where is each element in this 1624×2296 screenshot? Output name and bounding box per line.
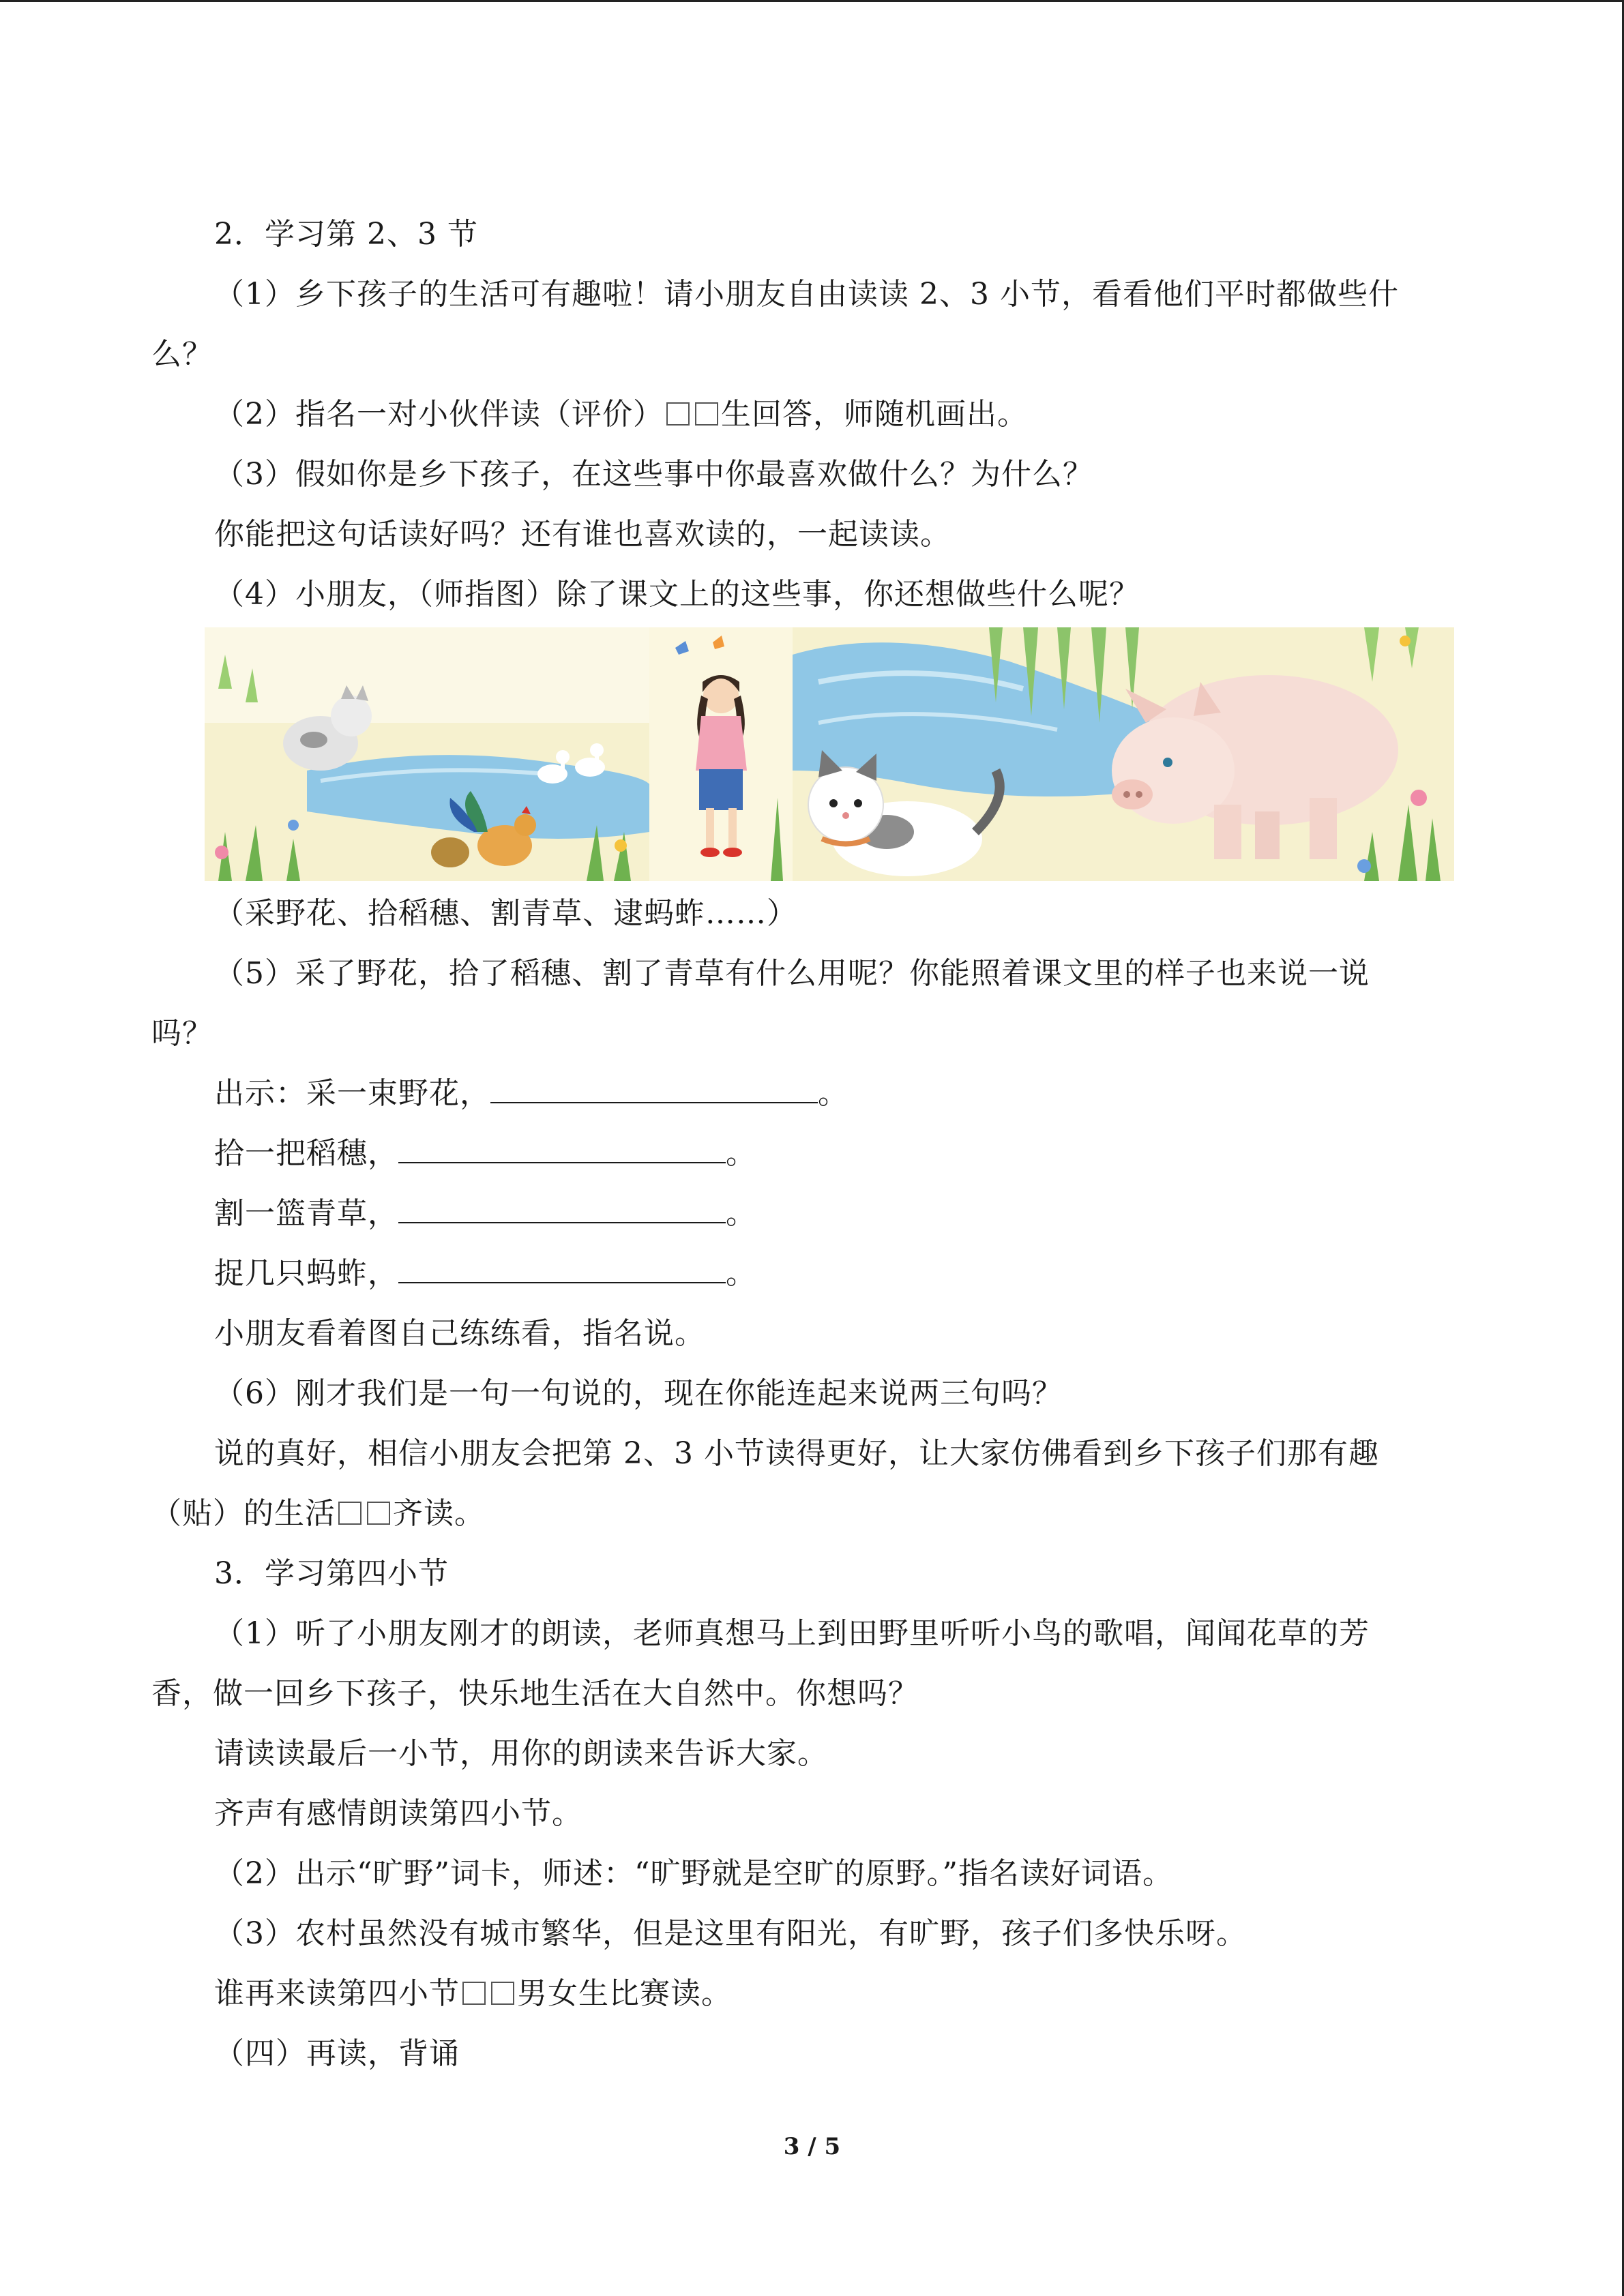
fill-in-blank-line (151, 1064, 1451, 1124)
blank-suffix: 。 (726, 1196, 756, 1231)
answer-blank[interactable] (398, 1195, 726, 1223)
paragraph-line: 谁再来读第四小节 男女生比赛读。 (214, 1976, 732, 2011)
paragraph-line: （1）乡下孩子的生活可有趣啦！请小朋友自由读读 2、3 小节，看看他们平时都做些什 (214, 277, 1399, 312)
paragraph-line: 请读读最后一小节，用你的朗读来告诉大家。 (214, 1736, 828, 1771)
paragraph-line: （5）采了野花，拾了稻穗、割了青草有什么用呢？你能照着课文里的样子也来说一说 (214, 956, 1370, 991)
paragraph-line: 你能把这句话读好吗？还有谁也喜欢读的，一起读读。 (214, 517, 951, 552)
paragraph-line: 小朋友看着图自己练练看，指名说。 (214, 1316, 705, 1351)
paragraph-line: （3）假如你是乡下孩子，在这些事中你最喜欢做什么？为什么？ (214, 457, 1093, 492)
paragraph-line: 3．学习第四小节 (214, 1556, 449, 1591)
fill-in-blank-line (151, 1244, 1451, 1304)
answer-blank[interactable] (398, 1255, 726, 1283)
paragraph-line: （采野花、拾稻穗、割青草、逮蚂蚱……） (214, 896, 797, 931)
blank-prefix: 拾一把稻穗， (214, 1136, 398, 1171)
paragraph-line: 齐声有感情朗读第四小节。 (214, 1796, 582, 1831)
paragraph-line: （贴）的生活 齐读。 (151, 1496, 485, 1531)
blank-prefix: 割一篮青草， (214, 1196, 398, 1231)
lesson-illustration (205, 627, 1454, 881)
placeholder-box-icon (666, 402, 690, 426)
paragraph-line: （2）出示“旷野”词卡，师述：“旷野就是空旷的原野。”指名读好词语。 (214, 1856, 1173, 1891)
placeholder-box-icon (338, 1502, 361, 1525)
paragraph-line: 么？ (151, 337, 213, 372)
paragraph-line: 吗？ (151, 1016, 213, 1051)
blank-prefix: 捉几只蚂蚱， (214, 1256, 398, 1291)
fill-in-blank-line (151, 1124, 1451, 1184)
paragraph-line: 2．学习第 2、3 节 (214, 217, 478, 252)
placeholder-box-icon (367, 1502, 390, 1525)
placeholder-box-icon (491, 1982, 514, 2005)
page-number: 3 / 5 (783, 2133, 841, 2160)
placeholder-box-icon (695, 402, 718, 426)
fill-in-blank-line (151, 1184, 1451, 1244)
paragraph-line: 说的真好，相信小朋友会把第 2、3 小节读得更好，让大家仿佛看到乡下孩子们那有趣 (214, 1436, 1379, 1471)
blank-suffix: 。 (726, 1136, 756, 1171)
answer-blank[interactable] (398, 1135, 726, 1163)
blank-suffix: 。 (818, 1076, 848, 1111)
paragraph-line: （4）小朋友，（师指图）除了课文上的这些事，你还想做些什么呢？ (214, 577, 1140, 612)
countryside-illustration-image (205, 627, 1454, 881)
document-body (151, 205, 1451, 2084)
paragraph-line: （6）刚才我们是一句一句说的，现在你能连起来说两三句吗？ (214, 1376, 1063, 1411)
paragraph-line: （3）农村虽然没有城市繁华，但是这里有阳光，有旷野，孩子们多快乐呀。 (214, 1916, 1247, 1951)
blank-suffix: 。 (726, 1256, 756, 1291)
blank-prefix: 出示：采一束野花， (214, 1076, 490, 1111)
answer-blank[interactable] (490, 1075, 818, 1103)
paragraph-line: （四）再读，背诵 (214, 2036, 460, 2071)
paragraph-line: （2）指名一对小伙伴读（评价） 生回答，师随机画出。 (214, 397, 1028, 432)
paragraph-line: 香，做一回乡下孩子，快乐地生活在大自然中。你想吗？ (151, 1676, 919, 1711)
paragraph-line: （1）听了小朋友刚才的朗读，老师真想马上到田野里听听小鸟的歌唱，闻闻花草的芳 (214, 1616, 1370, 1651)
placeholder-box-icon (462, 1982, 486, 2005)
